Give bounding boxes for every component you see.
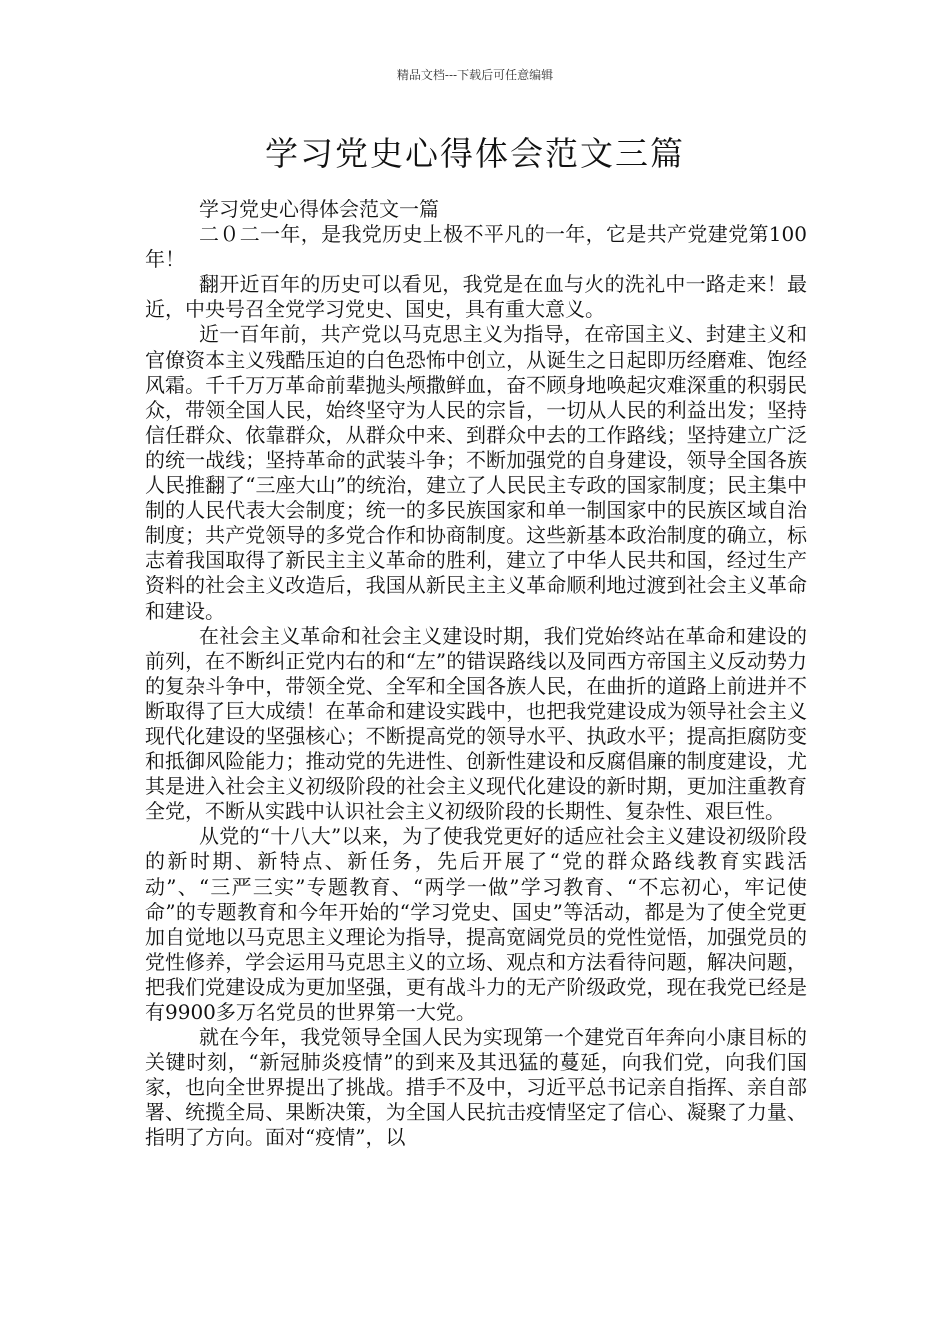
body-paragraph: 翻开近百年的历史可以看见，我党是在血与火的洗礼中一路走来！最近，中央号召全党学习党史、国史，具有重大意义。: [145, 272, 807, 322]
body-paragraph: 就在今年，我党领导全国人民为实现第一个建党百年奔向小康目标的关键时刻，“新冠肺炎疫情”的到来及其迅猛的蔓延，向我们党，向我们国家，也向全世界提出了挑战。措手不及中，习近平总书记亲自指挥、亲自部署、统揽全局、果断决策，为全国人民抗击疫情坚定了信心、凝聚了力量、指明了方向。面对“疫情”，以: [145, 1025, 807, 1150]
body-paragraph: 二０二一年，是我党历史上极不平凡的一年，它是共产党建党第100年！: [145, 222, 807, 272]
document-body: [145, 197, 807, 1151]
document-title: 学习党史心得体会范文三篇: [265, 134, 685, 173]
body-paragraph: 在社会主义革命和社会主义建设时期，我们党始终站在革命和建设的前列，在不断纠正党内右的和“左”的错误路线以及同西方帝国主义反动势力的复杂斗争中，带领全党、全军和全国各族人民，在曲折的道路上前进并不断取得了巨大成绩！在革命和建设实践中，也把我党建设成为领导社会主义现代化建设的坚强核心；不断提高党的领导水平、执政水平；提高拒腐防变和抵御风险能力；推动党的先进性、创新性建设和反腐倡廉的制度建设，尤其是进入社会主义初级阶段的社会主义现代化建设的新时期，更加注重教育全党，不断从实践中认识社会主义初级阶段的长期性、复杂性、艰巨性。: [145, 623, 807, 824]
header-note: 精品文档---下载后可任意编辑: [396, 68, 554, 82]
subtitle-paragraph: 学习党史心得体会范文一篇: [199, 197, 439, 221]
body-paragraph: 近一百年前，共产党以马克思主义为指导，在帝国主义、封建主义和官僚资本主义残酷压迫的白色恐怖中创立，从诞生之日起即历经磨难、饱经风霜。千千万万革命前辈抛头颅撒鲜血，奋不顾身地唤起灾难深重的积弱民众，带领全国人民，始终坚守为人民的宗旨，一切从人民的利益出发；坚持信任群众、依靠群众，从群众中来、到群众中去的工作路线；坚持建立广泛的统一战线；坚持革命的武装斗争；不断加强党的自身建设，领导全国各族人民推翻了“三座大山”的统治，建立了人民民主专政的国家制度；民主集中制的人民代表大会制度；统一的多民族国家和单一制国家中的民族区域自治制度；共产党领导的多党合作和协商制度。这些新基本政治制度的确立，标志着我国取得了新民主主义革命的胜利，建立了中华人民共和国，经过生产资料的社会主义改造后，我国从新民主主义革命顺利地过渡到社会主义革命和建设。: [145, 322, 807, 623]
body-paragraph: 从党的“十八大”以来，为了使我党更好的适应社会主义建设初级阶段的新时期、新特点、新任务，先后开展了“党的群众路线教育实践活动”、“三严三实”专题教育、“两学一做”学习教育、“不忘初心，牢记使命”的专题教育和今年开始的“学习党史、国史”等活动，都是为了使全党更加自觉地以马克思主义理论为指导，提高宽阔党员的党性觉悟，加强党员的党性修养，学会运用马克思主义的立场、观点和方法看待问题，解决问题，把我们党建设成为更加坚强，更有战斗力的无产阶级政党，现在我党已经是有9900多万名党员的世界第一大党。: [145, 824, 807, 1024]
